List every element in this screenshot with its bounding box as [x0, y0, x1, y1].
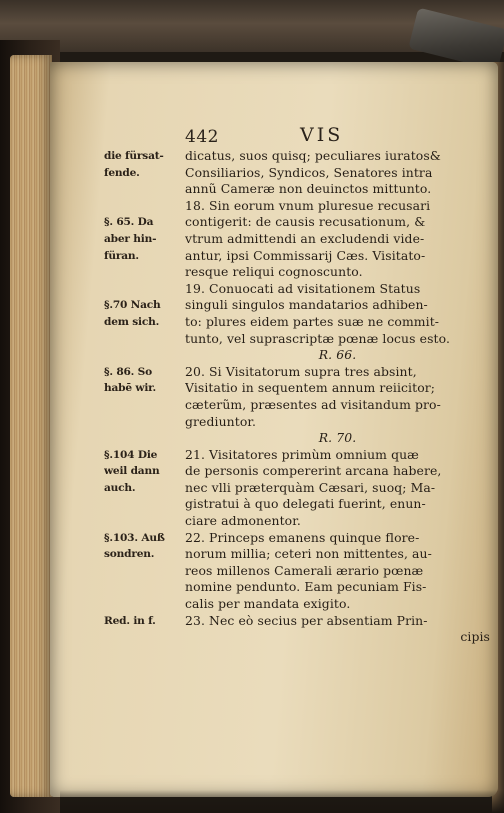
- margin-note: dem sich.: [104, 315, 160, 328]
- margin-note: §. 86. So: [104, 365, 152, 378]
- text-line: contigerit: de causis recusationum, &: [185, 214, 426, 230]
- margin-note: [104, 513, 186, 530]
- text-line: annũ Cameræ non deuinctos mittunto.: [185, 181, 432, 197]
- margin-note: [104, 281, 186, 298]
- text-line: 18. Sin eorum vnum pluresue recusari: [185, 197, 431, 213]
- margin-note: §. 65. Da: [104, 216, 154, 229]
- margin-note: §.70 Nach: [104, 299, 161, 312]
- text-line: 23. Nec eò secius per absentiam Prin-: [185, 612, 428, 628]
- margin-note: sondren.: [104, 548, 155, 561]
- margin-note: füran.: [104, 249, 139, 262]
- margin-note: die fürsat-: [104, 150, 164, 162]
- margin-note: [104, 198, 186, 215]
- margin-note: [104, 563, 186, 580]
- margin-note: §.103. Auß: [104, 531, 165, 544]
- text-line: reos millenos Camerali ærario pœnæ: [185, 562, 424, 578]
- margin-note: [104, 414, 186, 431]
- margin-note: [104, 347, 186, 364]
- margin-note: [104, 579, 186, 596]
- text-line: 20. Si Visitatorum supra tres absint,: [185, 363, 417, 379]
- text-line: 19. Conuocati ad visitationem Status: [185, 280, 421, 296]
- text-line: 22. Princeps emanens quinque flore-: [185, 529, 420, 545]
- margin-note: [104, 331, 186, 348]
- margin-note: habē wir.: [104, 382, 157, 395]
- margin-note: [104, 596, 186, 613]
- text-line: nomine pendunto. Eam pecuniam Fis-: [185, 579, 427, 595]
- main-text: [185, 148, 490, 646]
- text-line: Visitatio in sequentem annum reiicitor;: [185, 380, 436, 396]
- text-line: grediuntor.: [185, 413, 257, 429]
- margin-notes: [104, 148, 186, 629]
- section-marker: R. 66.: [318, 347, 357, 363]
- text-line: nec vlli præterquàm Cæsari, suoq; Ma-: [185, 479, 436, 495]
- text-line: calis per mandata exigito.: [185, 596, 351, 612]
- margin-note: [104, 181, 186, 198]
- section-marker: R. 70.: [318, 430, 357, 446]
- margin-note: §.104 Die: [104, 448, 158, 461]
- text-line: antur, ipsi Commissarij Cæs. Visitato-: [185, 247, 426, 263]
- page-number: 442: [185, 127, 219, 147]
- margin-note: weil dann: [104, 465, 160, 478]
- running-title: VIS: [300, 124, 344, 146]
- catchword: cipis: [460, 629, 490, 645]
- text-line: tunto, vel suprascriptæ pœnæ locus esto.: [185, 330, 450, 346]
- text-line: cæterũm, præsentes ad visitandum pro-: [185, 396, 441, 412]
- margin-note: aber hin-: [104, 232, 157, 245]
- margin-note: [104, 430, 186, 447]
- text-line: vtrum admittendi an excludendi vide-: [185, 230, 425, 246]
- margin-note: Red. in f.: [104, 614, 156, 627]
- text-line: to: plures eidem partes suæ ne commit-: [185, 313, 440, 329]
- text-line: dicatus, suos quisq; peculiares iuratos&: [185, 148, 441, 163]
- margin-note: [104, 397, 186, 414]
- margin-note: [104, 264, 186, 281]
- text-line: ciare admonentor.: [185, 513, 301, 529]
- text-line: Consiliarios, Syndicos, Senatores intra: [185, 164, 433, 180]
- text-line: resque reliqui cognoscunto.: [185, 264, 363, 280]
- margin-note: [104, 496, 186, 513]
- page-edges: [10, 55, 52, 797]
- margin-note: auch.: [104, 481, 136, 494]
- text-line: 21. Visitatores primùm omnium quæ: [185, 446, 419, 462]
- bottom-shadow: [60, 790, 504, 813]
- text-line: de personis compererint arcana habere,: [185, 463, 442, 479]
- text-line: norum millia; ceteri non mittentes, au-: [185, 546, 432, 562]
- text-line: singuli singulos mandatarios adhiben-: [185, 297, 428, 313]
- margin-note: fende.: [104, 166, 140, 179]
- text-line: gistratui à quo delegati fuerint, enun-: [185, 496, 426, 512]
